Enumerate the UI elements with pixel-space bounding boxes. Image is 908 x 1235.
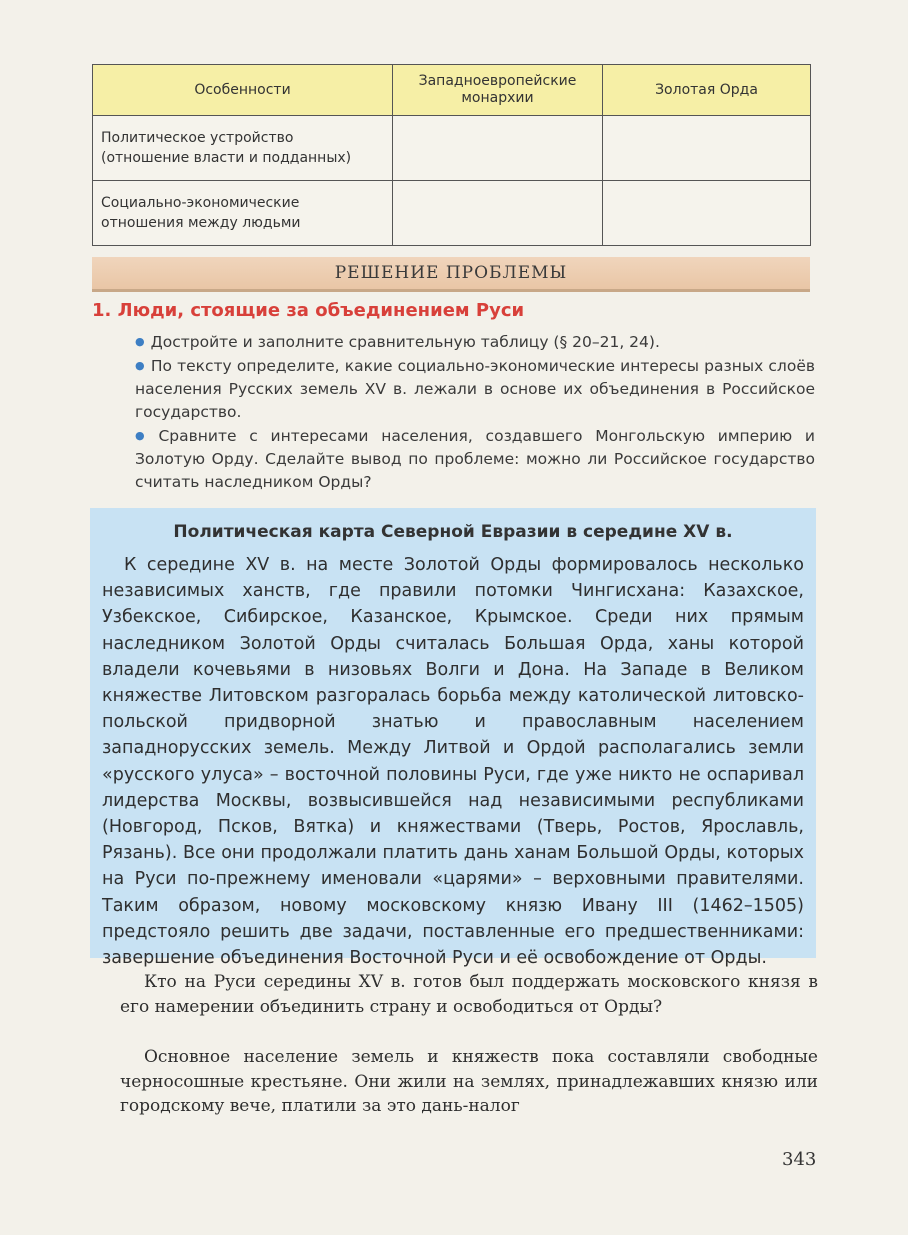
table-header-west-monarchies: Западноевропейские монархии — [393, 65, 603, 116]
task-item — [135, 330, 815, 354]
comparison-table — [92, 64, 811, 246]
bullet-icon: ● — [135, 429, 153, 442]
task-item-text: Сравните с интересами населения, создавшего Монгольскую империю и Золотую Орду. Сделайте вывод по проблеме: можно ли Российское государство считать наследником Орды? — [135, 427, 815, 491]
task-item — [135, 424, 815, 494]
info-box-text: К середине XV в. на месте Золотой Орды формировалось несколько независимых ханств, где правили потомки Чингисхана: Казахское, Узбекское, Сибирское, Казанское, Крымское. Среди них прямым наследником Золотой Орды считалась Большая Орда, ханы которой владели кочевьями в низовьях Волги и Дона. На Западе в Великом княжестве Литовском разгоралась борьба между католической литовско-польской придворной знатью и православным населением западнорусских земель. Между Литвой и Ордой располагались земли «русского улуса» – восточной половины Руси, где уже никто не оспаривал лидерства Москвы, возвысившейся над независимыми республиками (Новгород, Псков, Вятка) и княжествами (Тверь, Ростов, Ярославль, Рязань). Все они продолжали платить дань ханам Большой Орды, которых на Руси по-прежнему именовали «царями» – верховными правителями. Таким образом, новому московскому князю Ивану III (1462–1505) предстояло решить две задачи, поставленные его предшественниками: завершение объединения Восточной Руси и её освобождение от Орды. — [102, 555, 804, 969]
task-title: 1. Люди, стоящие за объединением Руси — [92, 300, 525, 321]
info-box-title: Политическая карта Северной Евразии в середине XV в. — [173, 522, 733, 542]
table-cell: Социально-экономические отношения между людьми — [93, 181, 393, 246]
section-band: РЕШЕНИЕ ПРОБЛЕМЫ — [92, 257, 810, 292]
table-row — [93, 116, 811, 181]
table-cell — [603, 116, 811, 181]
table-cell — [393, 116, 603, 181]
table-header-row — [93, 65, 811, 116]
table-cell: Политическое устройство (отношение власти и подданных) — [93, 116, 393, 181]
table-cell — [393, 181, 603, 246]
info-box — [90, 508, 816, 969]
body-paragraph: Кто на Руси середины XV в. готов был поддержать московского князя в его намерении объединить страну и освободиться от Орды? — [120, 972, 818, 1017]
task-item — [135, 354, 815, 424]
task-item-text: Достройте и заполните сравнительную таблицу (§ 20–21, 24). — [150, 333, 660, 351]
task-item-text: По тексту определите, какие социально-экономические интересы разных слоёв населения Русских земель XV в. лежали в основе их объединения в Российское государство. — [135, 357, 815, 421]
table-cell — [603, 181, 811, 246]
table-header-features: Особенности — [93, 65, 393, 116]
bullet-icon: ● — [135, 335, 145, 348]
table-row — [93, 181, 811, 246]
task-list — [135, 330, 815, 494]
table-header-golden-horde: Золотая Орда — [603, 65, 811, 116]
page-number: 343 — [782, 1149, 817, 1170]
bullet-icon: ● — [135, 359, 145, 372]
body-paragraph: Основное население земель и княжеств пока составляли свободные черносошные крестьяне. Они жили на землях, принадлежавших князю или городскому вече, платили за это дань-налог — [120, 1047, 818, 1116]
